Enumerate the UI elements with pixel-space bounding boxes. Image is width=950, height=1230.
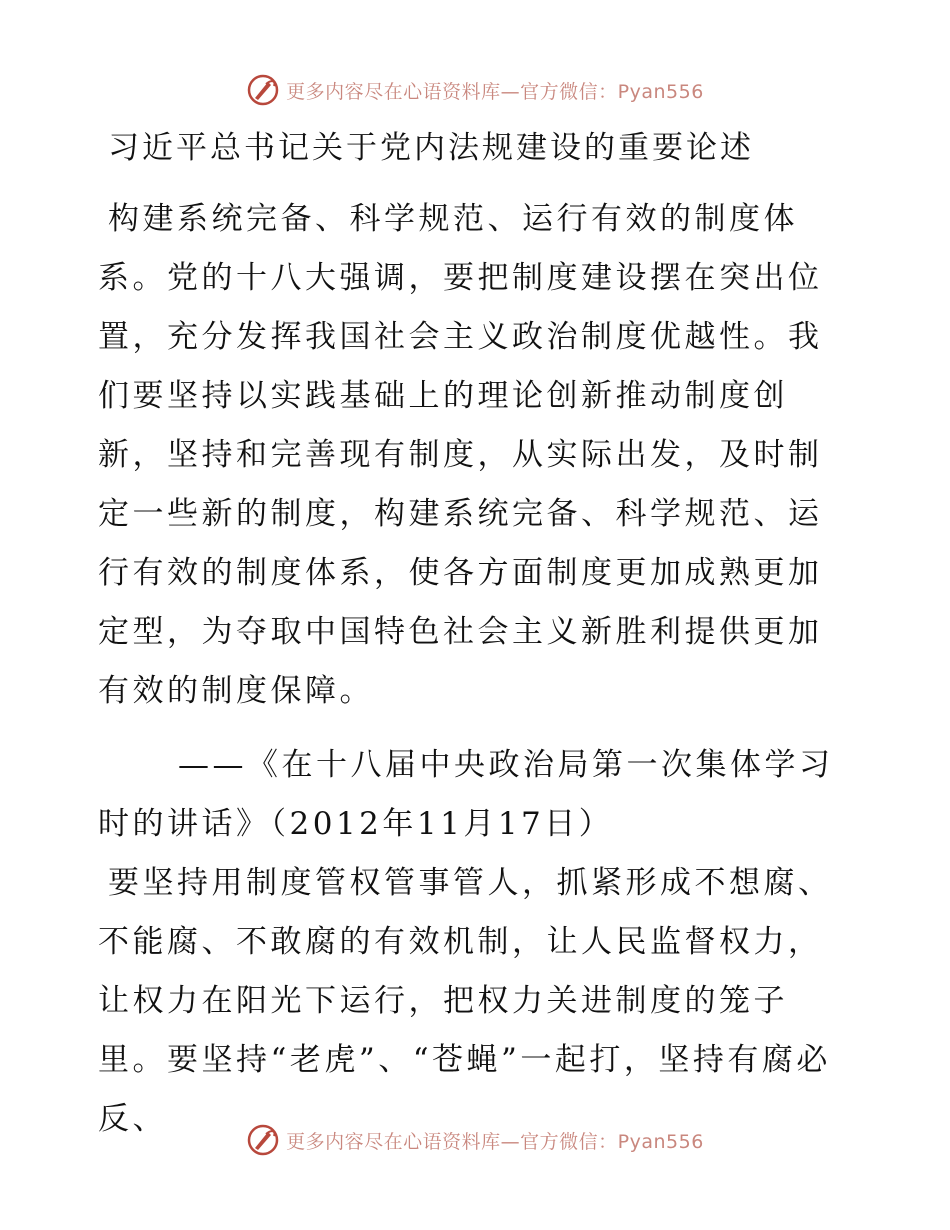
watermark-footer [0,1120,950,1160]
watermark-text: 更多内容尽在心语资料库—官方微信：Pyan556 [286,80,704,103]
citation-1: ——《在十八届中央政治局第一次集体学习时的讲话》（2012年11月17日） [98,747,834,842]
watermark-header [0,70,950,110]
paragraph-1: 构建系统完备、科学规范、运行有效的制度体系。党的十八大强调，要把制度建设摆在突出位置，充分发挥我国社会主义政治制度优越性。我们要坚持以实践基础上的理论创新推动制度创新，坚持和完善现有制度，从实际出发，及时制定一些新的制度，构建系统完备、科学规范、运行有效的制度体系，使各方面制度更加成熟更加定型，为夺取中国特色社会主义新胜利提供更加有效的制度保障。 [98,201,823,709]
paragraph-2: 要坚持用制度管权管事管人，抓紧形成不想腐、不能腐、不敢腐的有效机制，让人民监督权力，让权力在阳光下运行，把权力关进制度的笼子里。要坚持“老虎”、“苍蝇”一起打，坚持有腐必反、 [98,865,833,1137]
quill-circle-icon [246,1123,280,1157]
document-title: 习近平总书记关于党内法规建设的重要论述 [108,130,754,166]
quill-circle-icon [246,73,280,107]
watermark-text: 更多内容尽在心语资料库—官方微信：Pyan556 [286,1130,704,1153]
